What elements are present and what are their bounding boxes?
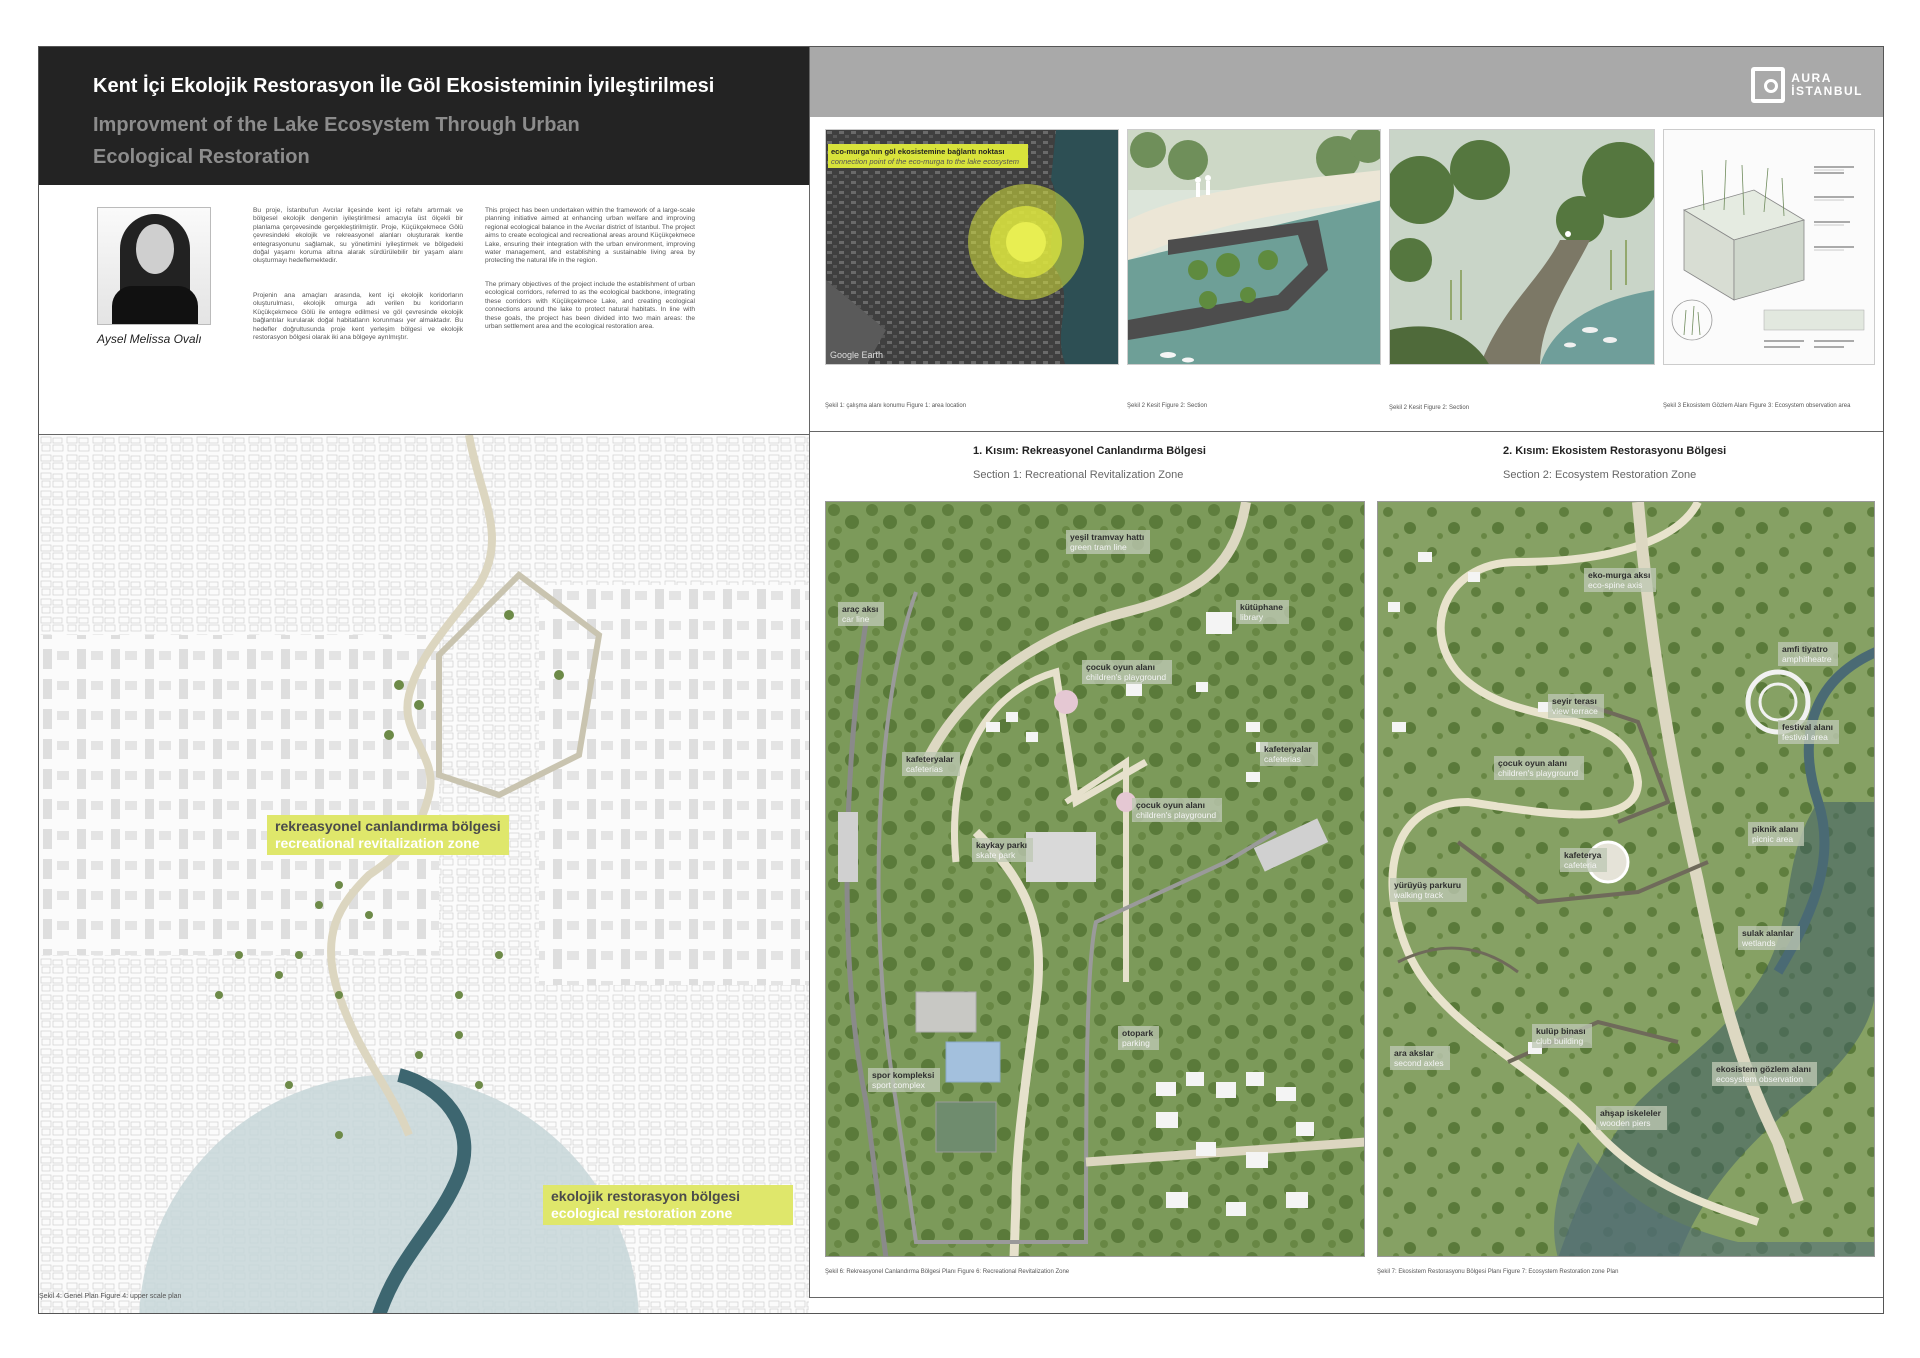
label-green-tram-line: yeşil tramvay hattı green tram line: [1066, 530, 1150, 554]
title-block: [39, 47, 809, 185]
figure-1-caption: Şekil 1: çalışma alanı konumu Figure 1: area location: [825, 403, 967, 409]
turkish-paragraph-1: Bu proje, İstanbul'un Avcılar ilçesinde kent içi refahı artırmak ve bölgesel ekolojik dengenin iyileştirilmesi amacıyla üst ölçekli bir planlama çerçevesinde gerçekleştirilmiştir. Proje, Küçükçekmece Gölü çevresindeki ekolojik ve rekreasyonel alanları oluşturarak kentle entegrasyonunu sağlamak, su yönetimini iyileştirmek ve bölgedeki doğal yaşamı koruma altına alarak sürdürülebilir bir yaşam alanı oluşturmayı hedeflemektedir.: [253, 207, 463, 265]
label-eco-spine-axis: eko-murga aksı eco-spine axis: [1584, 568, 1656, 592]
figure-section-1: [1127, 129, 1381, 365]
label-ecosystem-observation: ekosistem gözlem alanı ecosystem observation: [1712, 1062, 1817, 1086]
label-amphitheatre: amfi tiyatro amphitheatre: [1778, 642, 1838, 666]
section-1-title: 1. Kısım: Rekreasyonel Canlandırma Bölgesi: [973, 445, 1206, 457]
label-library: kütüphane library: [1236, 600, 1289, 624]
english-paragraph-2: The primary objectives of the project include the establishment of urban ecological corridors, referred to as the ecological backbone, integrating these corridors with Küçükçekmece Lake, and creating ecological connections around the lake to protect natural habitats. In line with these goals, the project has been divided into two main areas: the urban settlement area and the ecological restoration area.: [485, 281, 695, 331]
label-walking-track: yürüyüş parkuru walking track: [1390, 878, 1467, 902]
title-english: Improvment of the Lake Ecosystem Through Urban Ecological Restoration: [93, 114, 580, 168]
zone2-en: ecological restoration zone: [551, 1205, 733, 1221]
label-picnic-area: piknik alanı picnic area: [1748, 822, 1804, 846]
label-wetlands: sulak alanlar wetlands: [1738, 926, 1800, 950]
section-2-subtitle: Section 2: Ecosystem Restoration Zone: [1503, 469, 1697, 481]
section-2-caption: Şekil 7: Ekosistem Restorasyonu Bölgesi Planı Figure 7: Ecosystem Restoration zone Plan: [1377, 1269, 1619, 1275]
label-cafeteria: kafeterya cafeteria: [1560, 848, 1607, 872]
figure-3-caption: Şekil 2 Kesit Figure 2: Section: [1389, 405, 1470, 411]
recreational-zone-plan: [825, 501, 1365, 1257]
logo-line-1: AURA: [1791, 71, 1832, 85]
label-skate-park: kaykay parkı skate park: [972, 838, 1033, 862]
zone-label-ecological: [543, 1185, 793, 1225]
poster-board: [38, 46, 1884, 1314]
label-view-terrace: seyir terası view terrace: [1548, 694, 1604, 718]
master-plan: [39, 435, 809, 1314]
zone2-tr: ekolojik restorasyon bölgesi: [551, 1188, 741, 1204]
english-paragraph-1: This project has been undertaken within the framework of a large-scale planning initiative aimed at enhancing urban welfare and improving regional ecological balance in the Avcılar district of Istanbul. The project aims to create ecological and recreational areas around Küçükçekmece Lake, ensuring their integration with the urban environment, improving water management, and establishing a sustainable living area by protecting the natural life in the region.: [485, 207, 695, 265]
figure-4-caption: Şekil 3 Ekosistem Gözlem Alanı Figure 3: Ecosystem observation area: [1663, 403, 1851, 409]
divider-right: [809, 431, 1884, 432]
label-playground-2: çocuk oyun alanı children's playground: [1132, 798, 1222, 822]
figure-area-location: [825, 129, 1119, 365]
section-2-title: 2. Kısım: Ekosistem Restorasyonu Bölgesi: [1503, 445, 1727, 457]
label-playground-1: çocuk oyun alanı children's playground: [1082, 660, 1172, 684]
zone1-tr: rekreasyonel canlandırma bölgesi: [275, 818, 501, 834]
section-1-subtitle: Section 1: Recreational Revitalization Zone: [973, 469, 1184, 481]
satellite-map: [826, 130, 1119, 365]
google-earth-watermark: Google Earth: [830, 350, 884, 360]
logo-line-2: İSTANBUL: [1791, 84, 1863, 98]
ecosystem-zone-plan: [1377, 501, 1875, 1257]
turkish-paragraph-2: Projenin ana amaçları arasında, kent içi ekolojik koridorların oluşturulması, ekolojik omurga adı verilen bu koridorların Küçükçekmece Gölü ile entegre edilmesi ve göl çevresinde ekolojik bağlantılar kurularak doğal habitatların korunması yer almaktadır. Bu hedefler doğrultusunda proje kent yerleşim bölgesi ve ekolojik restorasyon bölgesi olarak iki ana bölgeye ayrılmıştır.: [253, 292, 463, 342]
portrait-face: [136, 224, 174, 274]
label-sport-complex: spor kompleksi sport complex: [868, 1068, 940, 1092]
figure-2-caption: Şekil 2 Kesit Figure 2: Section: [1127, 403, 1208, 409]
label-second-axles: ara akslar second axles: [1390, 1046, 1450, 1070]
section-render-1: [1128, 130, 1381, 365]
figure-ecosystem-observation: [1663, 129, 1875, 365]
master-plan-caption: Şekil 4: Genel Plan Figure 4: upper scale plan: [39, 1293, 182, 1300]
label-festival-area: festival alanı festival area: [1778, 720, 1839, 744]
label-club-building: kulüp binası club building: [1532, 1024, 1592, 1048]
figure-section-2: [1389, 129, 1655, 365]
ecosystem-axonometric: [1664, 130, 1875, 365]
section-render-2: [1390, 130, 1655, 365]
label-playground: çocuk oyun alanı children's playground: [1494, 756, 1584, 780]
label-cafeterias-1: kafeteryalar cafeterias: [902, 752, 960, 776]
fig1-label-en: connection point of the eco-murga to the lake ecosystem: [831, 157, 1020, 166]
section-1-caption: Şekil 6: Rekreasyonel Canlandırma Bölgesi Planı Figure 6: Recreational Revitalization Zone: [825, 1269, 1070, 1275]
title-turkish: Kent İçi Ekolojik Restorasyon İle Göl Ekosisteminin İyileştirilmesi: [93, 75, 715, 97]
label-car-line: araç aksı car line: [838, 602, 884, 626]
author-portrait: [97, 207, 211, 325]
author-name: Aysel Melissa Ovalı: [97, 332, 202, 346]
divider-vertical: [809, 47, 810, 1297]
master-plan-drawing: [39, 435, 809, 1314]
fig1-label-tr: eco-murga'nın göl ekosistemine bağlantı noktası: [831, 147, 1005, 156]
label-cafeterias-2: kafeteryalar cafeterias: [1260, 742, 1318, 766]
portrait-body: [112, 286, 198, 325]
zone-label-recreational: [267, 815, 509, 855]
zone1-en: recreational revitalization zone: [275, 835, 480, 851]
label-parking: otopark parking: [1118, 1026, 1159, 1050]
label-wooden-piers: ahşap iskeleler wooden piers: [1596, 1106, 1667, 1130]
divider-bottom-right: [809, 1297, 1884, 1298]
logo-text: [1791, 72, 1863, 98]
logo-mark-icon: [1751, 67, 1785, 103]
header-band: [809, 47, 1884, 117]
aura-istanbul-logo: [1751, 67, 1863, 103]
